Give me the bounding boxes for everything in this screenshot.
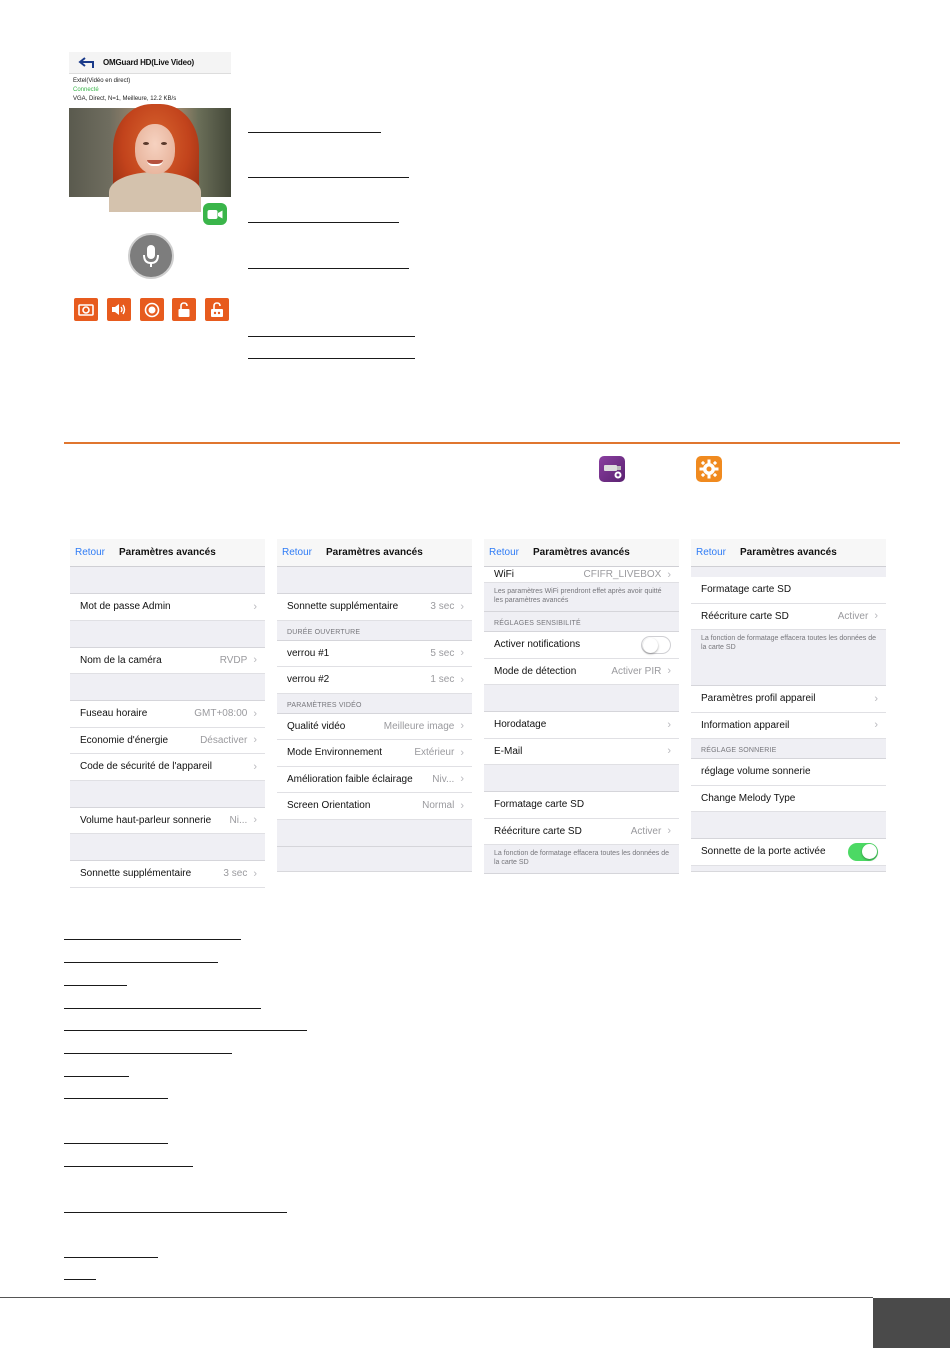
row-timezone[interactable]: Fuseau horaire GMT+08:00 › [70, 701, 265, 728]
section-header: PARAMÈTRES VIDÉO [277, 694, 472, 714]
row-email[interactable]: E-Mail › [484, 739, 679, 766]
settings-screen-1 [70, 539, 265, 880]
blank-line [64, 962, 218, 963]
live-video-feed [69, 108, 231, 197]
back-arrow-icon[interactable] [79, 57, 95, 69]
nav-title: Paramètres avancés [326, 547, 423, 558]
sd-format-note: La fonction de formatage effacera toutes les données de la carte SD [691, 630, 886, 686]
chevron-right-icon: › [253, 654, 257, 667]
chevron-right-icon: › [874, 719, 878, 732]
stream-details: VGA, Direct, N=1, Meilleure, 12.2 KB/s [73, 96, 177, 102]
unlock-2-icon[interactable] [205, 298, 229, 321]
row-sd-overwrite[interactable]: Réécriture carte SD Activer › [691, 604, 886, 631]
doorbell-toggle[interactable] [848, 843, 878, 861]
video-subject-shoulder [109, 172, 201, 212]
section-header: RÉGLAGE SONNERIE [691, 739, 886, 759]
chevron-right-icon: › [253, 734, 257, 747]
row-sd-overwrite[interactable]: Réécriture carte SD Activer › [484, 819, 679, 846]
chevron-right-icon: › [667, 568, 671, 581]
live-video-header [69, 52, 231, 74]
settings-screen-2 [277, 539, 472, 872]
nav-bar [484, 539, 679, 567]
back-button[interactable]: Retour [282, 547, 313, 558]
chevron-right-icon: › [667, 718, 671, 731]
chevron-right-icon: › [253, 707, 257, 720]
row-environment-mode[interactable]: Mode Environnement Extérieur › [277, 740, 472, 767]
chevron-right-icon: › [253, 760, 257, 773]
video-subject-eye [143, 142, 149, 145]
row-doorbell-enabled[interactable]: Sonnette de la porte activée [691, 839, 886, 866]
blank-line [64, 939, 241, 940]
footer-rule [0, 1297, 873, 1298]
blank-line [248, 268, 409, 269]
live-video-source: Extel(Vidéo en direct) [73, 78, 131, 84]
nav-bar [691, 539, 886, 567]
row-extra-bell[interactable]: Sonnette supplémentaire 3 sec › [277, 594, 472, 621]
row-format-sd[interactable]: Formatage carte SD [691, 577, 886, 604]
sd-format-note: La fonction de formatage effacera toutes les données de la carte SD [484, 845, 679, 874]
chevron-right-icon: › [460, 799, 464, 812]
blank-line [64, 1098, 168, 1099]
chevron-right-icon: › [460, 647, 464, 660]
page-number-box [873, 1298, 950, 1348]
row-ring-volume[interactable]: réglage volume sonnerie [691, 759, 886, 786]
row-power-saving[interactable]: Economie d'énergie Désactiver › [70, 728, 265, 755]
chevron-right-icon: › [667, 825, 671, 838]
chevron-right-icon: › [253, 814, 257, 827]
chevron-right-icon: › [460, 673, 464, 686]
snapshot-icon[interactable] [74, 298, 98, 321]
blank-line [64, 1212, 287, 1213]
row-detection-mode[interactable]: Mode de détection Activer PIR › [484, 659, 679, 686]
chevron-right-icon: › [253, 600, 257, 613]
chevron-right-icon: › [874, 692, 878, 705]
blank-line [248, 132, 381, 133]
blank-line [248, 336, 415, 337]
row-lock-2[interactable]: verrou #2 1 sec › [277, 667, 472, 694]
row-wifi[interactable]: WiFi CFIFR_LIVEBOX › [484, 567, 679, 583]
row-low-light[interactable]: Amélioration faible éclairage Niv... › [277, 767, 472, 794]
video-camera-icon[interactable] [203, 203, 227, 225]
back-button[interactable]: Retour [696, 547, 727, 558]
notifications-toggle[interactable] [641, 636, 671, 654]
row-extra-bell[interactable]: Sonnette supplémentaire 3 sec › [70, 861, 265, 888]
wifi-note: Les paramètres WiFi prendront effet après avoir quitté les paramètres avancés [484, 583, 679, 612]
section-header: DURÉE OUVERTURE [277, 621, 472, 641]
camera-app-icon [599, 456, 625, 482]
unlock-1-icon[interactable] [172, 298, 196, 321]
connection-status: Connecté [73, 87, 99, 93]
row-lock-1[interactable]: verrou #1 5 sec › [277, 641, 472, 668]
nav-title: Paramètres avancés [119, 547, 216, 558]
blank-line [248, 358, 415, 359]
speaker-icon[interactable] [107, 298, 131, 321]
row-device-info[interactable]: Information appareil › [691, 713, 886, 740]
settings-screen-4 [691, 539, 886, 872]
settings-gear-icon [696, 456, 722, 482]
row-admin-password[interactable]: Mot de passe Admin › [70, 594, 265, 621]
chevron-right-icon: › [460, 746, 464, 759]
chevron-right-icon: › [460, 773, 464, 786]
section-header: RÉGLAGES SENSIBILITÉ [484, 612, 679, 632]
blank-line [248, 177, 409, 178]
row-notifications[interactable]: Activer notifications [484, 632, 679, 659]
settings-screen-3 [484, 539, 679, 872]
blank-line [64, 1257, 158, 1258]
chevron-right-icon: › [667, 665, 671, 678]
blank-line [64, 1143, 168, 1144]
row-ring-volume[interactable]: Volume haut-parleur sonnerie Ni... › [70, 808, 265, 835]
chevron-right-icon: › [253, 867, 257, 880]
row-format-sd[interactable]: Formatage carte SD [484, 792, 679, 819]
video-subject-eye [161, 142, 167, 145]
section-divider [64, 442, 900, 444]
blank-line [248, 222, 399, 223]
row-video-quality[interactable]: Qualité vidéo Meilleure image › [277, 714, 472, 741]
blank-line [64, 985, 127, 986]
back-button[interactable]: Retour [75, 547, 106, 558]
live-video-title: OMGuard HD(Live Video) [103, 58, 195, 67]
live-video-screen [69, 52, 231, 332]
blank-line [64, 1166, 193, 1167]
row-melody-type[interactable]: Change Melody Type [691, 786, 886, 813]
nav-title: Paramètres avancés [533, 547, 630, 558]
blank-line [64, 1030, 307, 1031]
microphone-icon[interactable] [128, 233, 174, 279]
blank-line [64, 1008, 261, 1009]
row-timestamp[interactable]: Horodatage › [484, 712, 679, 739]
chevron-right-icon: › [460, 600, 464, 613]
nav-bar [277, 539, 472, 567]
back-button[interactable]: Retour [489, 547, 520, 558]
video-subject-face [135, 124, 175, 174]
chevron-right-icon: › [667, 745, 671, 758]
live-video-info [69, 74, 231, 104]
blank-line [64, 1053, 232, 1054]
nav-bar [70, 539, 265, 567]
blank-line [64, 1076, 129, 1077]
blank-line [64, 1279, 96, 1280]
live-video-toolbar [74, 298, 229, 321]
row-security-code[interactable]: Code de sécurité de l'appareil › [70, 754, 265, 781]
row-screen-orientation[interactable]: Screen Orientation Normal › [277, 793, 472, 820]
chevron-right-icon: › [460, 720, 464, 733]
nav-title: Paramètres avancés [740, 547, 837, 558]
record-icon[interactable] [140, 298, 164, 321]
row-device-profile[interactable]: Paramètres profil appareil › [691, 686, 886, 713]
row-camera-name[interactable]: Nom de la caméra RVDP › [70, 648, 265, 675]
chevron-right-icon: › [874, 610, 878, 623]
